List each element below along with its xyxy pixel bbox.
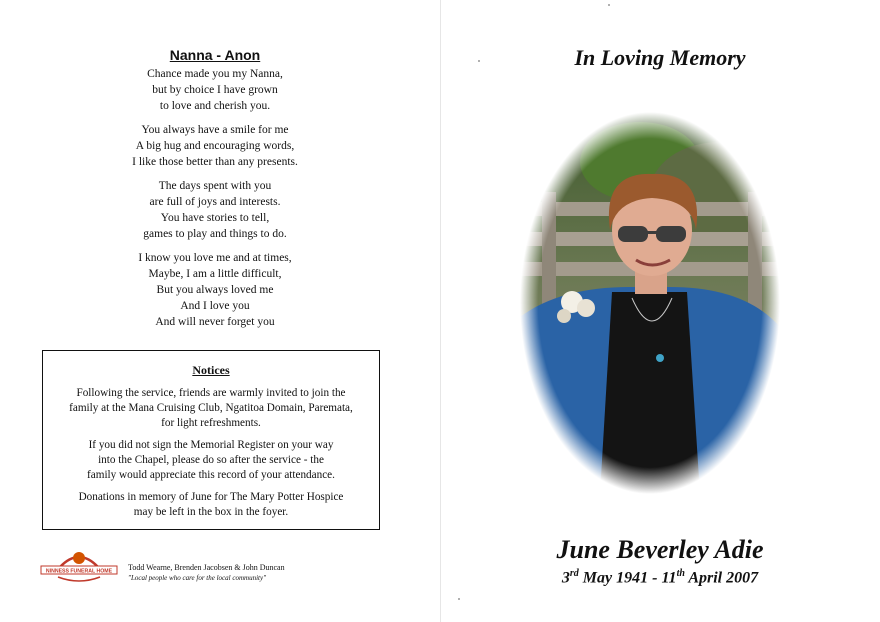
pendant [656, 354, 664, 362]
poem-stanza-line: A big hug and encouraging words, [135, 140, 295, 152]
sun-icon [73, 552, 85, 564]
poem-stanza-line: The days spent with you [158, 180, 272, 192]
deceased-name: June Beverley Adie [556, 535, 764, 564]
notice-paragraph [51, 386, 371, 431]
notice-paragraph-line: family at the Mana Cruising Club, Ngatitoa Domain, Paremata, [69, 402, 353, 414]
notices-body [51, 386, 371, 520]
notice-paragraph [51, 490, 371, 520]
poem-stanza-line: I know you love me and at times, [138, 252, 292, 264]
poem-stanza [40, 66, 390, 114]
poem-stanza-line: but by choice I have grown [152, 84, 278, 96]
scan-speck [608, 4, 610, 6]
notice-paragraph-line: Donations in memory of June for The Mary Potter Hospice [78, 491, 344, 503]
notice-paragraph [51, 438, 371, 483]
memorial-heading: In Loving Memory [574, 45, 746, 70]
page-fold [440, 0, 441, 622]
poem-stanza-line: Maybe, I am a little difficult, [148, 268, 282, 280]
death-date-rest: April 2007 [684, 569, 759, 587]
funeral-directors: Todd Wearne, Brenden Jacobsen & John Duncan [128, 563, 285, 572]
notice-paragraph-line: family would appreciate this record of your attendance. [87, 469, 335, 481]
notice-paragraph-line: for light refreshments. [161, 417, 261, 429]
poem-stanza [40, 122, 390, 170]
scan-speck [458, 598, 460, 600]
poem-stanza [40, 250, 390, 330]
credits [128, 563, 285, 583]
poem-stanza-line: Chance made you my Nanna, [147, 68, 283, 80]
portrait-photo [520, 112, 780, 494]
poem-stanza-line: games to play and things to do. [143, 228, 287, 240]
poem-stanza [40, 178, 390, 242]
notices-title: Notices [192, 363, 230, 377]
poem-stanza-line: are full of joys and interests. [149, 196, 281, 208]
poem-body [40, 66, 390, 330]
poem [40, 47, 390, 338]
notices-box [42, 350, 380, 530]
poem-title: Nanna - Anon [169, 47, 261, 63]
birth-day: 3 [561, 569, 570, 587]
logo-text: NINNESS FUNERAL HOME [45, 568, 113, 575]
poem-stanza-line: And will never forget you [155, 316, 275, 328]
poem-stanza-line: to love and cherish you. [159, 100, 271, 112]
poem-stanza-line: You always have a smile for me [141, 124, 289, 136]
poem-stanza-line: I like those better than any presents. [132, 156, 298, 168]
birth-day-suffix: rd [569, 568, 579, 579]
notice-paragraph-line: into the Chapel, please do so after the service - the [98, 454, 324, 466]
notice-paragraph-line: may be left in the box in the foyer. [133, 506, 289, 518]
notice-paragraph-line: If you did not sign the Memorial Register on your way [88, 439, 334, 451]
notice-paragraph-line: Following the service, friends are warmly invited to join the [76, 387, 346, 399]
poem-stanza-line: You have stories to tell, [160, 212, 270, 224]
life-dates [440, 568, 880, 587]
funeral-home-tagline: "Local people who care for the local community" [128, 574, 267, 582]
death-day-suffix: th [676, 568, 685, 579]
poem-stanza-line: And I love you [180, 300, 250, 312]
date-range: May 1941 - 11 [578, 569, 677, 587]
poem-stanza-line: But you always loved me [156, 284, 274, 296]
funeral-home-logo [38, 545, 120, 585]
